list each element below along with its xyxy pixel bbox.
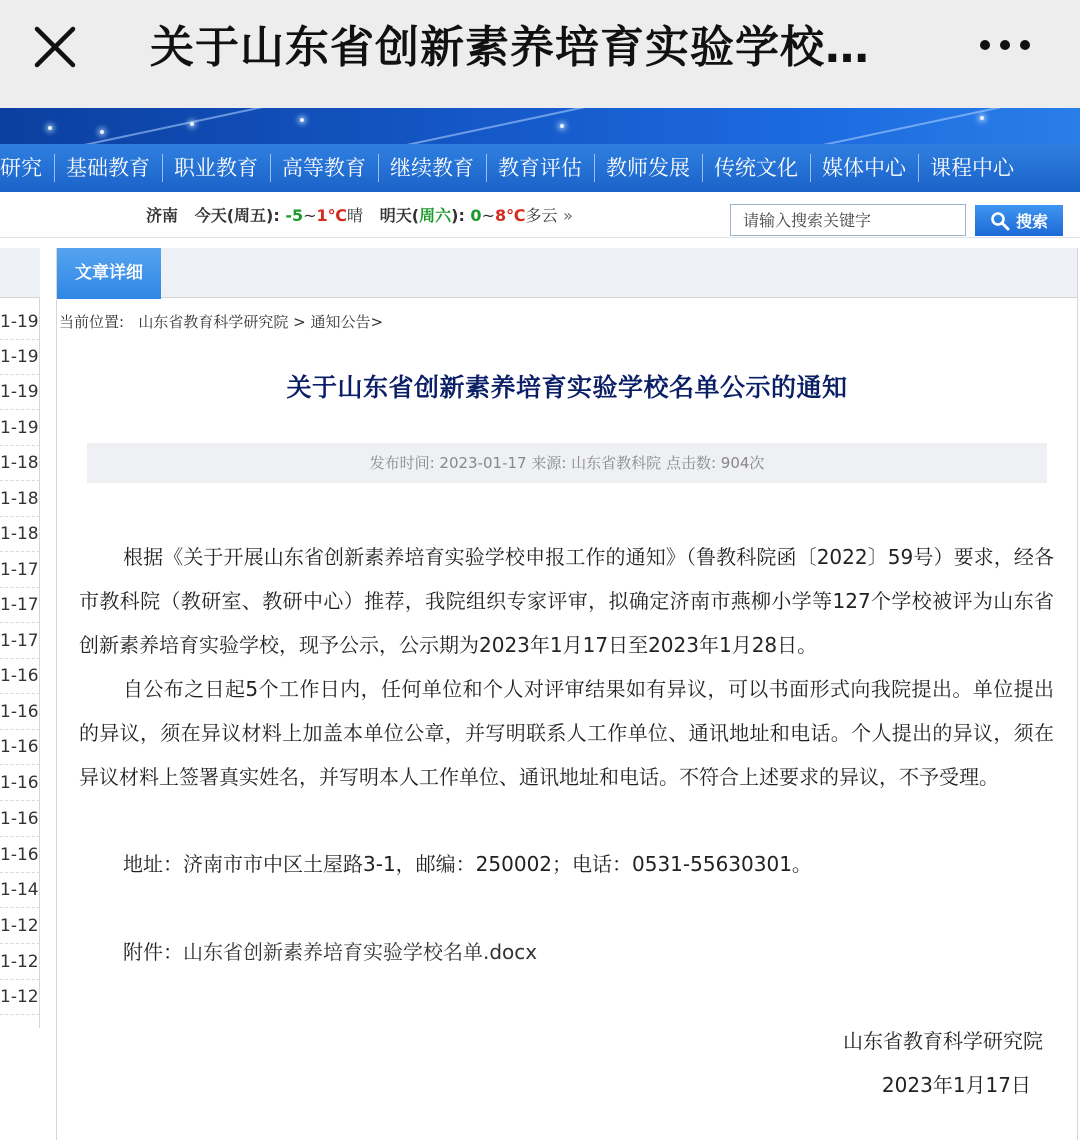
search-icon	[990, 211, 1010, 231]
main-nav	[0, 144, 1080, 192]
weather-more-icon[interactable]: »	[563, 206, 573, 225]
weather-today-high: 1	[316, 206, 328, 225]
weather-today-condition: 晴	[347, 206, 364, 225]
sidebar-header	[0, 248, 40, 298]
weather-widget	[146, 203, 573, 226]
list-item-date[interactable]: 1-16	[0, 695, 40, 730]
list-item-date[interactable]: 1-16	[0, 802, 40, 837]
list-item-date[interactable]: 1-19	[0, 411, 40, 446]
tab-article-detail[interactable]: 文章详细	[57, 248, 161, 299]
nav-item-research[interactable]: 研究	[0, 156, 42, 180]
list-item-date[interactable]: 1-16	[0, 838, 40, 873]
search-input[interactable]	[730, 204, 966, 236]
list-item-date[interactable]: 1-19	[0, 305, 40, 340]
weather-tomorrow-label-pre: 明天(	[379, 206, 420, 225]
weather-today-sep: ~	[303, 206, 317, 225]
list-item-date[interactable]: 1-18	[0, 446, 40, 481]
nav-item-higher-education[interactable]: 高等教育	[270, 144, 378, 192]
list-item-date[interactable]: 1-17	[0, 624, 40, 659]
list-item-date[interactable]: 1-17	[0, 553, 40, 588]
weather-city: 济南	[146, 206, 179, 225]
breadcrumb-separator: >	[288, 313, 311, 331]
signature-date: 2023年1月17日	[881, 1073, 1031, 1097]
list-item-date[interactable]: 1-12	[0, 980, 40, 1015]
app-bar-title: 关于山东省创新素养培育实验学校…	[150, 22, 870, 73]
article-meta: 发布时间: 2023-01-17 来源: 山东省教科院 点击数: 904次	[87, 443, 1047, 483]
list-item-date[interactable]: 1-14	[0, 873, 40, 908]
article-title: 关于山东省创新素养培育实验学校名单公示的通知	[286, 373, 848, 402]
weather-tomorrow-condition: 多云	[525, 206, 558, 225]
weather-tomorrow-unit: ℃	[506, 206, 526, 225]
search-button[interactable]	[975, 205, 1063, 236]
app-bar	[0, 0, 1080, 108]
breadcrumb-site-link[interactable]: 山东省教育科学研究院	[138, 313, 289, 331]
search-button-label: 搜索	[1015, 214, 1048, 231]
list-item-date[interactable]: 1-18	[0, 482, 40, 517]
article-paragraph-1: 根据《关于开展山东省创新素养培育实验学校申报工作的通知》（鲁教科院函〔2022〕59号）要求，经各市教科院（教研室、教研中心）推荐，我院组织专家评审，拟确定济南市燕柳小学等127个学校被评为山东省创新素养培育实验学校，现予公示，公示期为2023年1月17日至2023年1月28日。	[79, 545, 1054, 657]
nav-item-education-assessment[interactable]: 教育评估	[486, 144, 594, 192]
more-icon[interactable]	[976, 30, 1036, 60]
weather-today-label: 今天(周五):	[194, 206, 280, 225]
weather-today-low: -5	[285, 206, 304, 225]
article-tab-bar	[57, 248, 1077, 298]
site-banner	[0, 108, 1080, 144]
breadcrumb-section-link[interactable]: 通知公告>	[310, 313, 384, 331]
list-item-date[interactable]: 1-12	[0, 945, 40, 980]
nav-item-basic-education[interactable]: 基础教育	[54, 144, 162, 192]
list-item-date[interactable]: 1-16	[0, 730, 40, 765]
nav-item-course-center[interactable]: 课程中心	[918, 144, 1026, 192]
nav-item-traditional-culture[interactable]: 传统文化	[702, 144, 810, 192]
list-item-date[interactable]: 1-19	[0, 375, 40, 410]
weather-tomorrow-sep: ~	[481, 206, 495, 225]
article-panel	[56, 248, 1078, 1140]
nav-item-media-center[interactable]: 媒体中心	[810, 144, 918, 192]
weather-tomorrow-high: 8	[494, 206, 507, 225]
article-attachment	[123, 936, 537, 965]
nav-item-vocational-education[interactable]: 职业教育	[162, 144, 270, 192]
weather-tomorrow-day: 周六	[419, 206, 452, 225]
list-item-date[interactable]: 1-17	[0, 588, 40, 623]
sidebar-recent-list	[0, 248, 40, 1028]
list-item-date[interactable]: 1-12	[0, 909, 40, 944]
nav-item-teacher-development[interactable]: 教师发展	[594, 144, 702, 192]
list-item-date[interactable]: 1-19	[0, 340, 40, 375]
weather-today-unit: ℃	[327, 206, 348, 225]
article-paragraph-2: 自公布之日起5个工作日内，任何单位和个人对评审结果如有异议，可以书面形式向我院提出。单位提出的异议，须在异议材料上加盖本单位公章，并写明联系人工作单位、通讯地址和电话。个人提出的异议，须在异议材料上签署真实姓名，并写明本人工作单位、通讯地址和电话。不符合上述要求的异议，不予受理。	[79, 677, 1054, 789]
signature-organization: 山东省教育科学研究院	[843, 1029, 1043, 1053]
list-item-date[interactable]: 1-16	[0, 766, 40, 801]
nav-item-continuing-education[interactable]: 继续教育	[378, 144, 486, 192]
attachment-label: 附件：	[123, 940, 183, 964]
article-address: 地址：济南市市中区土屋路3-1，邮编：250002；电话：0531-55630301。	[123, 852, 812, 876]
weather-tomorrow-low: 0	[470, 206, 482, 225]
breadcrumb-prefix: 当前位置:	[59, 313, 125, 331]
breadcrumb	[59, 311, 383, 332]
weather-tomorrow-label-post: ):	[451, 206, 465, 225]
attachment-link[interactable]: 山东省创新素养培育实验学校名单.docx	[183, 940, 538, 964]
close-icon[interactable]	[30, 22, 80, 72]
list-item-date[interactable]: 1-16	[0, 659, 40, 694]
list-item-date[interactable]: 1-18	[0, 517, 40, 552]
